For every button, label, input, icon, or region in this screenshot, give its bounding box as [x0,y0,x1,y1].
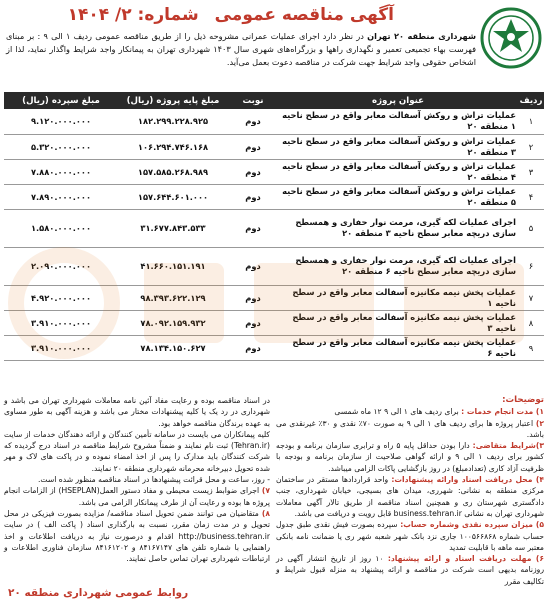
note-item [276,440,544,474]
note-label: ۴) محل دریافت اسناد وارائه پیشنهادات: [391,475,545,485]
row-base-amount: ۹۸.۳۹۳.۶۲۲.۱۲۹ [118,285,228,310]
notice-number: شماره: ۲/ ۱۴۰۴ [67,5,199,25]
note-item [4,429,270,474]
note-text: متقاضیان می توانند ضمن تحویل اسناد مناقصه/ مزایده بصورت فیزیکی در محل تحویل و در مدت زمان مقرر، نسبت به بارگذاری اسناد ( پاکت الف ) در سایت http://business.tehran.ir اقدام و درصورت نیاز به دریافت اطلاعات و اخذ راهنمایی با شماره تلفن های ۸۴۱۶۷۱۴۷ و ۸۴۱۶۱۲۰۲ سازمان فناوری اطلاعات و ارتباطات شهرداری تهران تماس حاصل نمایند. [4,508,270,564]
table-row [4,247,544,285]
notice-title [68,5,394,27]
intro-paragraph [6,30,476,69]
note-item [4,395,270,429]
table-header-row [4,92,544,109]
row-deposit-amount: ۵.۳۲۰.۰۰۰.۰۰۰ [4,134,118,159]
intro-bold: شهرداری منطقه ۲۰ تهران [367,31,477,41]
row-base-amount: ۱۵۷.۵۸۵.۲۶۸.۹۸۹ [118,159,228,184]
row-title: عملیات تراش و روکش آسفالت معابر واقع در سطح ناحیه ۱ منطقه ۲۰ [278,109,518,134]
table-row [4,209,544,247]
note-text: سپرده بصورت فیش نقدی طبق جدول حساب شماره ۱۰۰۵۶۶۸۶۸ جاری نزد بانک شهر شعبه شهر ری یا ضمانت نامه بانکی معتبر سه ماهه با قابلیت تمدید [276,520,544,552]
row-idx: ۳ [518,159,544,184]
notes-heading: توضیحات: [502,395,544,405]
row-title: عملیات تراش و روکش آسفالت معابر واقع در سطح ناحیه ۳ منطقه ۲۰ [278,134,518,159]
row-title: عملیات پخش نیمه مکانیزه آسفالت معابر واقع در سطح ناحیه ۶ [278,335,518,360]
note-text: - روز، ساعت و محل قرائت پیشنهادها در اسناد مناقصه منظور شده است. [37,475,270,485]
row-round: دوم [228,184,278,209]
row-base-amount: ۳۱.۶۷۷.۸۴۳.۵۳۳ [118,209,228,247]
row-title: عملیات تراش و روکش آسفالت معابر واقع در سطح ناحیه ۴ منطقه ۲۰ [278,159,518,184]
row-idx: ۶ [518,247,544,285]
table-row [4,109,544,134]
note-item [276,406,544,417]
row-base-amount: ۱۰۶.۲۹۴.۷۴۶.۱۶۸ [118,134,228,159]
row-idx: ۲ [518,134,544,159]
table-row [4,285,544,310]
table-row [4,184,544,209]
note-label: ۶) مهلت دریافت اسناد و ارائه پیشنهاد: [387,554,545,564]
note-item [4,508,270,564]
row-round: دوم [228,159,278,184]
row-deposit-amount: ۱.۵۸۰.۰۰۰.۰۰۰ [4,209,118,247]
note-text: برای ردیف های ۱ الی ۹ ۱۲ ماه شمسی [334,407,459,417]
row-base-amount: ۷۸.۰۹۲.۱۵۹.۹۳۲ [118,310,228,335]
row-deposit-amount: ۴.۹۲۰.۰۰۰.۰۰۰ [4,285,118,310]
notice-header [4,3,544,75]
row-base-amount: ۴۱.۶۶۰.۱۵۱.۱۹۱ [118,247,228,285]
row-round: دوم [228,285,278,310]
row-deposit-amount: ۷.۸۹۰.۰۰۰.۰۰۰ [4,184,118,209]
note-item [4,474,270,485]
row-title: اجرای عملیات لکه گیری، مرمت نوار حفاری و همسطح سازی دریچه معابر سطح ناحیه ۳ منطقه ۲۰ [278,209,518,247]
row-round: دوم [228,247,278,285]
notes-right-column [276,395,544,587]
table-row [4,134,544,159]
row-idx: ۱ [518,109,544,134]
note-label: ۲) [535,418,545,428]
title-text: آگهی مناقصه عمومی [214,5,394,25]
notice-page [4,3,544,603]
note-item [276,519,544,553]
header-base: مبلغ پایه پروژه (ریال) [118,92,228,109]
note-text: کلیه پیمانکاران می بایست در سامانه تأمین کنندگان و ارائه دهندگان خدمات از سایت (Tehran.ir) ثبت نام نمایند و ضمناً مشروح شرایط مناقصه در اسناد درج گردیده که شرکت کنندگان باید مدارک را پس از اخذ امضاء نموده و در پاکت های لاک و مهر شده تحویل دبیرخانه محرمانه شهرداری منطقه ۲۰ نمایند. [4,429,270,473]
row-round: دوم [228,335,278,360]
note-item [4,485,270,508]
header-round: نوبت [228,92,278,109]
table-row [4,310,544,335]
row-idx: ۷ [518,285,544,310]
note-text: واحد قراردادها مستقر در ساختمان مرکزی منطقه به نشانی: شهرری، میدان های بسیجی، خیابان شهرداری، جنب دادگستری شهرستان ری و همچنین اسناد مناقصه از طریق تالار آگهی معاملات شهرداری تهران به نشانی business.tehran.ir قابل رویت و دریافت می باشد. [276,475,544,518]
header-idx: ردیف [518,92,544,109]
row-deposit-amount: ۹.۱۲۰.۰۰۰.۰۰۰ [4,109,118,134]
note-text: دارا بودن حداقل پایه ۵ راه و ترابری سازمان برنامه و بودجه کشور برای ردیف ۱ الی ۹ و ارائه گواهی صلاحیت از سازمان برنامه و بودجه با ظرفیت آزاد کاری (تعدادمبلغ) در روز بازگشایی پاکات الزامی میباشد. [276,441,544,473]
row-round: دوم [228,310,278,335]
note-item [276,418,544,441]
note-text: در اسناد مناقصه بوده و رعایت مفاد آئین نامه معاملات شهرداری تهران می باشد و شهرداری در رد یک یا کلیه پیشنهادات مختار می باشد و هزینه آگهی به طور مساوی به عهده برندگان مناقصه خواهد بود. [4,396,270,428]
header-deposit: مبلغ سپرده (ریال) [4,92,118,109]
table-row [4,159,544,184]
row-deposit-amount: ۲.۰۹۰.۰۰۰.۰۰۰ [4,247,118,285]
row-round: دوم [228,209,278,247]
row-idx: ۵ [518,209,544,247]
row-base-amount: ۱۵۷.۶۴۴.۶۰۱.۰۰۰ [118,184,228,209]
row-title: عملیات تراش و روکش آسفالت معابر واقع در سطح ناحیه ۵ منطقه ۲۰ [278,184,518,209]
row-base-amount: ۷۸.۱۳۴.۱۵۰.۶۲۷ [118,335,228,360]
table-row [4,335,544,360]
tehran-municipality-logo-icon [480,7,542,69]
note-item [276,474,544,519]
row-round: دوم [228,134,278,159]
row-title: عملیات پخش نیمه مکانیزه آسفالت معابر واقع در سطح ناحیه ۱ [278,285,518,310]
row-round: دوم [228,109,278,134]
row-title: عملیات پخش نیمه مکانیزه آسفالت معابر واقع در سطح ناحیه ۳ [278,310,518,335]
signature: روابط عمومی شهرداری منطقه ۲۰ [8,586,189,599]
row-title: اجرای عملیات لکه گیری، مرمت نوار حفاری و همسطح سازی دریچه معابر سطح ناحیه ۶ منطقه ۲۰ [278,247,518,285]
header-title: عنوان پروژه [278,92,518,109]
note-text: ۱۰ روز از تاریخ انتشار آگهی در روزنامه بدیهی است شرکت در مناقصه و ارائه پیشنهاد به منزله قبول شرایط و تکالیف مقرر [276,554,544,586]
intro-text: در نظر دارد اجرای عملیات عمرانی مشروحه ذیل را از طریق مناقصه عمومی ردیف ۱ الی ۹ : بر مبنای فهرست بهاء تجمیعی تعمیر و نگهداری راهها و بزرگراه‌های شهری سال ۱۴۰۳ شهرداری تهران به پیمانکار واجد شرایط واگذار نماید، لذا از اشخاص حقوقی واجد شرایط جهت شرکت در مناقصه دعوت بعمل می‌آید. [6,31,476,67]
row-deposit-amount: ۳.۹۱۰.۰۰۰.۰۰۰ [4,335,118,360]
note-label: ۸) [261,508,270,518]
row-base-amount: ۱۸۲.۲۹۹.۲۲۸.۹۲۵ [118,109,228,134]
row-idx: ۹ [518,335,544,360]
note-label: ۱) مدت انجام خدمات : [461,407,544,417]
row-deposit-amount: ۷.۸۸۰.۰۰۰.۰۰۰ [4,159,118,184]
note-label: ۷) [261,486,270,496]
notes-section [4,395,544,601]
projects-table [4,92,544,361]
note-label: ۳)شرایط متقاضی: [472,441,544,451]
row-deposit-amount: ۳.۹۱۰.۰۰۰.۰۰۰ [4,310,118,335]
note-text: اعتبار پروژه ها برای ردیف های ۱ الی ۹ به صورت ۷۰٪ نقدی و ۳۰٪ غیرنقدی می باشد. [276,418,544,439]
note-text: اجرای ضوابط زیست محیطی و مفاد دستور العمل(HSEPLAN) از الزامات انجام پروژه ها بوده و رعایت آن از طرف پیمانکار الزامی می باشد. [4,486,270,507]
row-idx: ۸ [518,310,544,335]
note-item [276,553,544,587]
note-label: ۵) میزان سپرده نقدی وشماره حساب: [400,520,544,530]
notes-left-column [4,395,270,564]
row-idx: ۴ [518,184,544,209]
